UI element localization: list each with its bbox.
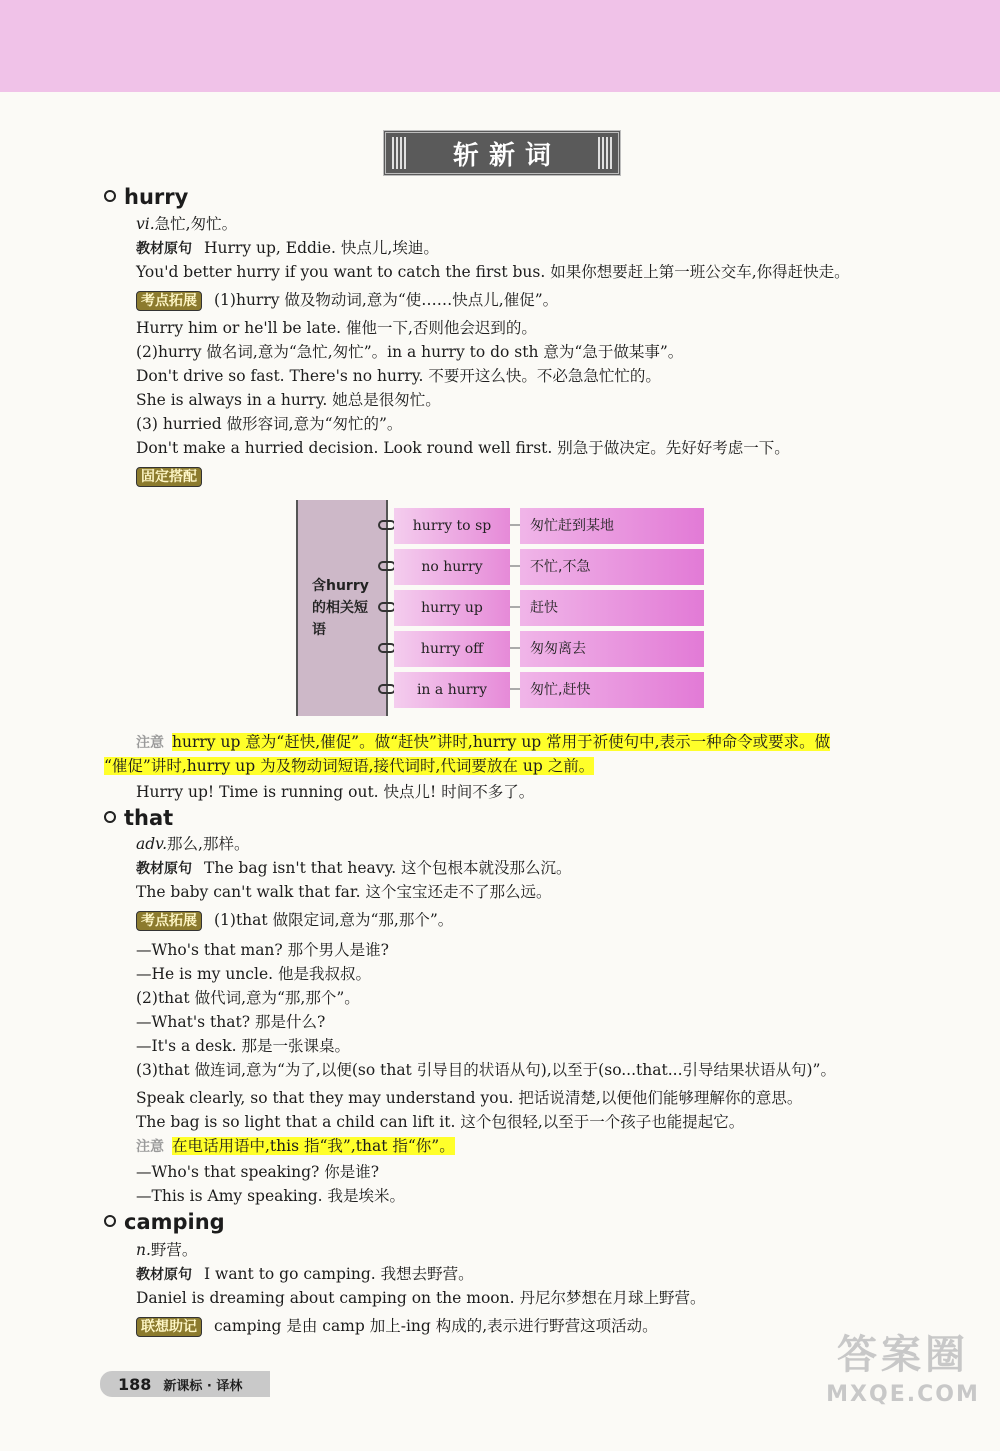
expand-3: (3) hurried 做形容词,意为“匆忙的”。 xyxy=(136,415,403,433)
series-name: 新课标 · 译林 xyxy=(163,1378,243,1394)
note-example-2: —This is Amy speaking. 我是埃米。 xyxy=(136,1187,405,1205)
watermark-url: MXQE.COM xyxy=(826,1382,980,1407)
note: 注意 在电话用语中,this 指“我”,that 指“你”。 xyxy=(136,1137,455,1155)
phrase-zh: 不忙,不急 xyxy=(520,549,704,585)
bullet-icon xyxy=(104,190,116,202)
arrow-icon xyxy=(510,688,520,690)
tag-phrases: 固定搭配 xyxy=(136,467,202,487)
note-line-1: 注意 hurry up 意为“赶快,催促”。做“赶快”讲时,hurry up 常用于祈使句中,表示一种命令或要求。做 xyxy=(136,733,831,751)
expand-1: 考点拓展 (1)that 做限定词,意为“那,那个”。 xyxy=(136,910,453,931)
expand-2: (2)that 做代词,意为“那,那个”。 xyxy=(136,989,360,1007)
bullet-icon xyxy=(104,1215,116,1227)
arrow-icon xyxy=(510,524,520,526)
note-example: Hurry up! Time is running out. 快点儿! 时间不多了。 xyxy=(136,783,535,801)
expand-1: 考点拓展 (1)hurry 做及物动词,意为“使……快点儿,催促”。 xyxy=(136,290,558,311)
phrase-zh: 匆忙,赶快 xyxy=(520,672,704,708)
original-sentence-2: Daniel is dreaming about camping on the moon. 丹尼尔梦想在月球上野营。 xyxy=(136,1289,706,1307)
original-sentence-1: 教材原句 I want to go camping. 我想去野营。 xyxy=(136,1265,474,1283)
page-number: 188 xyxy=(118,1374,152,1394)
headword-that: that xyxy=(104,806,173,830)
section-title-text: 斩新词 xyxy=(452,140,561,171)
phrase-en: hurry up xyxy=(394,590,510,626)
arrow-icon xyxy=(510,606,520,608)
original-sentence-2: The baby can't walk that far. 这个宝宝还走不了那么远。 xyxy=(136,883,552,901)
page-footer xyxy=(100,1371,270,1397)
arrow-icon xyxy=(510,565,520,567)
tag-expand: 考点拓展 xyxy=(136,911,202,931)
fixed-collocation-heading xyxy=(136,466,214,487)
phrase-en: no hurry xyxy=(394,549,510,585)
tag-expand: 考点拓展 xyxy=(136,291,202,311)
tag-note: 注意 xyxy=(136,1139,164,1155)
phrase-diagram-label: 含hurry的相关短语 xyxy=(312,578,369,638)
watermark-logo: 答案圈 xyxy=(837,1332,969,1378)
expand-2-example-1: Don't drive so fast. There's no hurry. 不要开这么快。不必急急忙忙的。 xyxy=(136,367,661,385)
bullet-icon xyxy=(104,811,116,823)
phrase-zh: 匆匆离去 xyxy=(520,631,704,667)
arrow-icon xyxy=(510,647,520,649)
tag-original: 教材原句 xyxy=(136,1267,192,1283)
expand-1-example-2: —He is my uncle. 他是我叔叔。 xyxy=(136,965,371,983)
expand-2-example-2: She is always in a hurry. 她总是很匆忙。 xyxy=(136,391,441,409)
expand-1-example-1: —Who's that man? 那个男人是谁? xyxy=(136,941,389,959)
note-line-2: “催促”讲时,hurry up 为及物动词短语,接代词时,代词要放在 up 之前。 xyxy=(104,757,595,775)
tag-original: 教材原句 xyxy=(136,861,192,877)
tag-note: 注意 xyxy=(136,735,164,751)
watermark xyxy=(818,1330,988,1430)
headword-hurry: hurry xyxy=(104,185,188,209)
phrase-en: in a hurry xyxy=(394,672,510,708)
headword-camping: camping xyxy=(104,1210,225,1234)
memory-aid: 联想助记 camping 是由 camp 加上-ing 构成的,表示进行野营这项活动。 xyxy=(136,1316,658,1337)
tag-original: 教材原句 xyxy=(136,241,192,257)
phrase-diagram-label-box xyxy=(296,500,388,716)
definition-hurry: vi.急忙,匆忙。 xyxy=(136,215,238,233)
expand-3: (3)that 做连词,意为“为了,以便(so that 引导目的状语从句),以至于(so...that...引导结果状语从句)”。 xyxy=(136,1061,836,1079)
original-sentence-1: 教材原句 The bag isn't that heavy. 这个包根本就没那么沉。 xyxy=(136,859,572,877)
expand-3-example-1: Speak clearly, so that they may understand you. 把话说清楚,以便他们能够理解你的意思。 xyxy=(136,1089,803,1107)
expand-3-example: Don't make a hurried decision. Look round well first. 别急于做决定。先好好考虑一下。 xyxy=(136,439,790,457)
phrase-en: hurry off xyxy=(394,631,510,667)
section-title xyxy=(383,130,621,176)
original-sentence-1: 教材原句 Hurry up, Eddie. 快点儿,埃迪。 xyxy=(136,239,439,257)
phrase-en: hurry to sp xyxy=(394,508,510,544)
expand-2-example-1: —What's that? 那是什么? xyxy=(136,1013,326,1031)
note-example-1: —Who's that speaking? 你是谁? xyxy=(136,1163,380,1181)
phrase-zh: 赶快 xyxy=(520,590,704,626)
phrase-zh: 匆忙赶到某地 xyxy=(520,508,704,544)
expand-3-example-2: The bag is so light that a child can lift it. 这个包很轻,以至于一个孩子也能提起它。 xyxy=(136,1113,745,1131)
definition-that: adv.那么,那样。 xyxy=(136,835,250,853)
original-sentence-2: You'd better hurry if you want to catch the first bus. 如果你想要赶上第一班公交车,你得赶快走。 xyxy=(136,263,850,281)
expand-2-example-2: —It's a desk. 那是一张课桌。 xyxy=(136,1037,350,1055)
definition-camping: n.野营。 xyxy=(136,1241,198,1259)
top-color-band xyxy=(0,0,1000,92)
expand-1-example: Hurry him or he'll be late. 催他一下,否则他会迟到的。 xyxy=(136,319,537,337)
expand-2: (2)hurry 做名词,意为“急忙,匆忙”。in a hurry to do sth 意为“急于做某事”。 xyxy=(136,343,684,361)
tag-memory: 联想助记 xyxy=(136,1317,202,1337)
